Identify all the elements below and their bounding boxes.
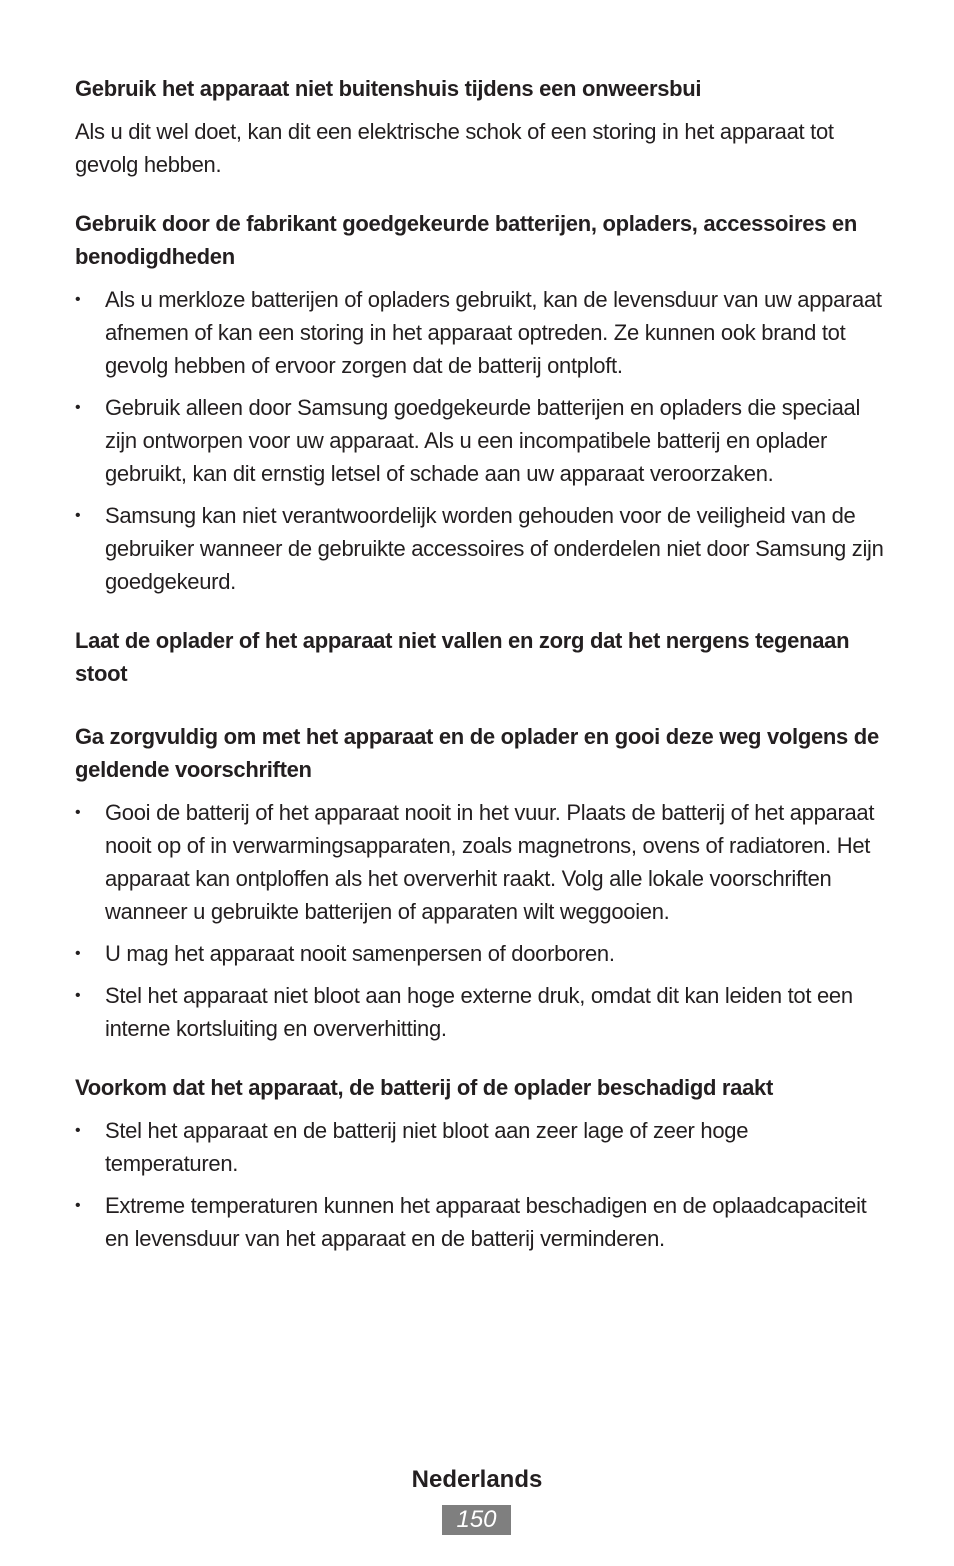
- section-heading: Gebruik het apparaat niet buitenshuis tijdens een onweersbui: [75, 76, 702, 101]
- section-approved-batteries: [75, 207, 885, 598]
- list-item: [75, 283, 885, 382]
- list-item-text: Gooi de batterij of het apparaat nooit in het vuur. Plaats de batterij of het apparaat nooit op of in verwarmingsapparaten, zoals magnetrons, ovens of radiatoren. Het apparaat kan ontploffen als het oververhit raakt. Volg alle lokale voorschriften wanneer u gebruikte batterijen of apparaten wilt weggooien.: [105, 800, 875, 924]
- bullet-icon: •: [75, 987, 81, 1004]
- bullet-icon: •: [75, 291, 81, 308]
- list-item: [75, 391, 885, 490]
- section-thunderstorm: [75, 72, 885, 181]
- list-item: [75, 1189, 885, 1255]
- list-item: [75, 1114, 885, 1180]
- section-heading: Gebruik door de fabrikant goedgekeurde batterijen, opladers, accessoires en benodigdheden: [75, 211, 857, 269]
- list-item: [75, 796, 885, 928]
- bullet-icon: •: [75, 945, 81, 962]
- list-item-text: Gebruik alleen door Samsung goedgekeurde batterijen en opladers die speciaal zijn ontworpen voor uw apparaat. Als u een incompatibele batterij en oplader gebruikt, kan dit ernstig letsel of schade aan uw apparaat veroorzaken.: [105, 395, 861, 486]
- list-item: [75, 937, 885, 970]
- section-heading: Laat de oplader of het apparaat niet vallen en zorg dat het nergens tegenaan stoot: [75, 628, 850, 686]
- section-disposal: [75, 720, 885, 1045]
- list-item-text: Stel het apparaat en de batterij niet bloot aan zeer lage of zeer hoge temperaturen.: [105, 1118, 749, 1176]
- list-item-text: Extreme temperaturen kunnen het apparaat beschadigen en de oplaadcapaciteit en levensduur van het apparaat en de batterij verminderen.: [105, 1193, 867, 1251]
- bullet-icon: •: [75, 1122, 81, 1139]
- section-heading: Voorkom dat het apparaat, de batterij of de oplader beschadigd raakt: [75, 1075, 774, 1100]
- list-item-text: U mag het apparaat nooit samenpersen of doorboren.: [105, 941, 615, 966]
- list-item-text: Stel het apparaat niet bloot aan hoge externe druk, omdat dit kan leiden tot een interne kortsluiting en oververhitting.: [105, 983, 853, 1041]
- list-item: [75, 979, 885, 1045]
- footer-language: Nederlands: [411, 1466, 543, 1493]
- bullet-list: [75, 1114, 885, 1255]
- bullet-icon: •: [75, 1197, 81, 1214]
- list-item-text: Samsung kan niet verantwoordelijk worden gehouden voor de veiligheid van de gebruiker wanneer de gebruikte accessoires of onderdelen niet door Samsung zijn goedgekeurd.: [105, 503, 884, 594]
- bullet-icon: •: [75, 399, 81, 416]
- section-paragraph: Als u dit wel doet, kan dit een elektrische schok of een storing in het apparaat tot gevolg hebben.: [75, 119, 834, 177]
- list-item: [75, 499, 885, 598]
- section-heading: Ga zorgvuldig om met het apparaat en de oplader en gooi deze weg volgens de geldende voorschriften: [75, 724, 879, 782]
- bullet-icon: •: [75, 804, 81, 821]
- page-number: 150: [442, 1505, 511, 1535]
- bullet-list: [75, 796, 885, 1045]
- bullet-list: [75, 283, 885, 598]
- list-item-text: Als u merkloze batterijen of opladers gebruikt, kan de levensduur van uw apparaat afnemen of kan een storing in het apparaat optreden. Ze kunnen ook brand tot gevolg hebben of ervoor zorgen dat de batterij ontploft.: [105, 287, 882, 378]
- document-body: [75, 72, 885, 1281]
- section-damage: [75, 1071, 885, 1255]
- section-drop: [75, 624, 885, 690]
- bullet-icon: •: [75, 507, 81, 524]
